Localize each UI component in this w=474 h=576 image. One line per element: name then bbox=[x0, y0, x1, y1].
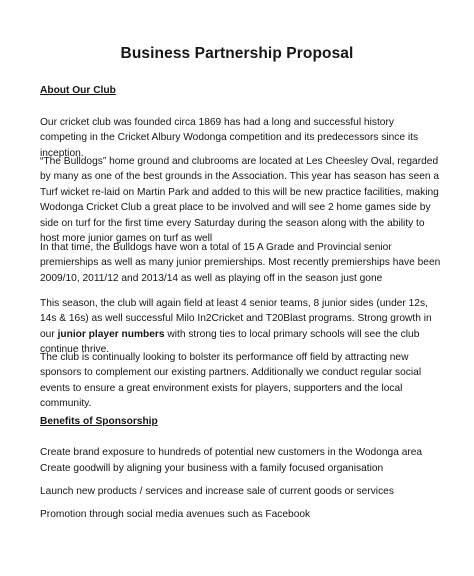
paragraph-premierships: In that time, the Bulldogs have won a total of 15 A Grade and Provincial senior premierships as well as many junior premierships. Most recently premierships have been 2009/10, 2011/12 and 2013/14 as well as playing off in the season just gone bbox=[40, 242, 441, 284]
benefit-item-launch-products: Launch new products / services and increase sale of current goods or services bbox=[40, 486, 394, 497]
benefit-item-brand-exposure: Create brand exposure to hundreds of potential new customers in the Wodonga area bbox=[40, 447, 423, 458]
benefits-heading: Benefits of Sponsorship bbox=[40, 416, 158, 427]
paragraph-history: Our cricket club was founded circa 1869 has had a long and successful history competing in the Cricket Albury Wodonga competition and its predecessors since its inception. bbox=[40, 117, 419, 159]
benefit-item-social-media: Promotion through social media avenues such as Facebook bbox=[40, 509, 311, 520]
junior-player-numbers-emphasis: junior player numbers bbox=[57, 328, 165, 340]
paragraph-sponsors: The club is continually looking to bolster its performance off field by attracting new sponsors to complement our existing partners. Additionally we conduct regular social events to ensure a great environment exists for players, supporters and the local community. bbox=[40, 352, 422, 410]
document-title: Business Partnership Proposal bbox=[120, 45, 354, 62]
about-heading: About Our Club bbox=[40, 85, 116, 96]
paragraph-season bbox=[40, 296, 442, 358]
season-text-end: with strong ties to local primary schools will see the club continue thrive. bbox=[40, 328, 420, 356]
paragraph-ground: “The Bulldogs” home ground and clubrooms are located at Les Cheesley Oval, regarded by many as one of the best grounds in the Association. This year has season has seen a Turf wicket re-laid on Martin Park and added to this will be new practice facilities, making Wodonga Cricket Club a great place to be involved and will see 2 home games side by side on turf for the first time every Saturday during the season along with the ability to host more junior games on turf as well bbox=[40, 156, 440, 245]
benefit-item-goodwill: Create goodwill by aligning your business with a family focused organisation bbox=[40, 463, 384, 474]
season-text-start: This season, the club will again field at least 4 senior teams, 8 junior sides (under 12s, 14s & 16s) as well successful Milo In2Cricket and T20Blast programs. Strong growth in our bbox=[40, 298, 432, 340]
